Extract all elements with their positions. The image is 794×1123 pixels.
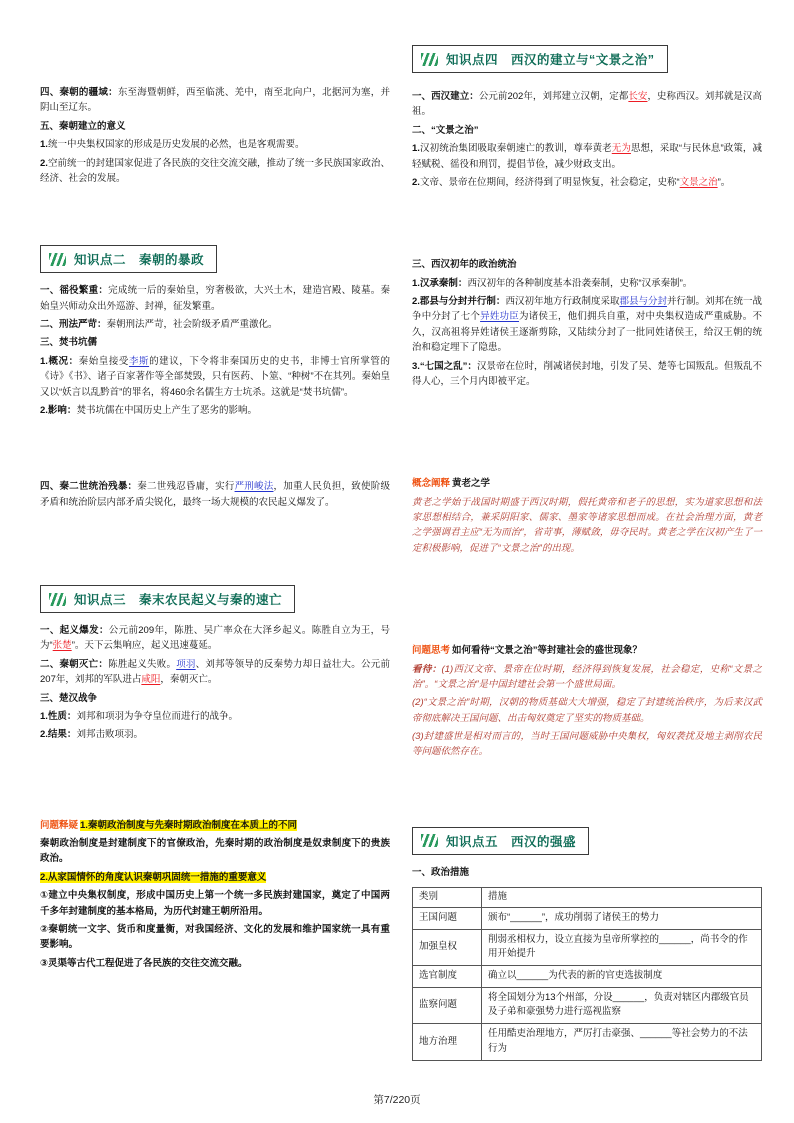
text-run: 四、秦二世统治残暴： — [40, 481, 138, 493]
think-answer-3 — [412, 729, 762, 760]
measure-cell: 将全国划分为13个州部，分设______，负责对辖区内郡级官员及子弟和豪强势力进行巡视监察 — [482, 987, 762, 1023]
text-run: 完成统一后的秦始皇，穷奢极欲，大兴土木，建造宫殿、陵墓。秦始皇兴师动众出外巡游、封禅，征发繁重。 — [40, 285, 390, 312]
text-run: 1. — [40, 139, 48, 151]
key-term-blue: 郡县与分封 — [619, 296, 667, 307]
paragraph-burn-books-heading — [40, 335, 390, 350]
paragraph-harsh-law — [40, 317, 390, 332]
think-answer-2 — [412, 695, 762, 726]
paragraph-uprising — [40, 623, 390, 654]
text-run: 五、秦朝建立的意义 — [40, 120, 126, 132]
text-run: 西汉初年的各种制度基本沿袭秦制，史称“汉承秦制”。 — [467, 277, 693, 289]
column-header-measure: 措施 — [482, 888, 762, 908]
section-header-kp2 — [40, 245, 217, 273]
question-explain-q2 — [40, 870, 390, 885]
text-run: 秦朝政治制度是封建制度下的官僚政治，先秦时期的政治制度是奴隶制度下的贵族政治。 — [40, 838, 390, 865]
paragraph-wenjing-1 — [412, 141, 762, 172]
key-term-red: 长安 — [628, 91, 648, 102]
table-row — [413, 1024, 762, 1060]
question-explain-q1 — [40, 818, 390, 833]
left-column — [40, 45, 390, 1061]
text-run: ，秦朝灭亡。 — [160, 674, 218, 686]
paragraph-significance-2 — [40, 156, 390, 187]
section-title: 知识点二 秦朝的暴政 — [74, 253, 205, 268]
text-run: ②秦朝统一文字、货币和度量衡，对我国经济、文化的发展和维护国家统一具有重要影响。 — [40, 923, 390, 951]
key-term-blue: 项羽 — [176, 658, 196, 670]
table-row — [413, 966, 762, 988]
concept-heading — [412, 476, 762, 491]
text-run: 统一中央集权国家的形成是历史发展的必然，也是客观需要。 — [47, 139, 305, 151]
question-explain-a2-point1 — [40, 888, 390, 919]
text-run: 汉初统治集团吸取秦朝速亡的教训，尊奉黄老 — [419, 143, 612, 155]
text-run: 空前统一的封建国家促进了各民族的交往交流交融，推动了统一多民族国家政治、经济、社会的发展。 — [40, 157, 390, 184]
think-question — [412, 643, 762, 658]
text-run: 四、秦朝的疆域： — [40, 87, 118, 98]
paragraph-qin-er-shi — [40, 479, 390, 510]
text-run: 3.“七国之乱”： — [412, 360, 477, 372]
paragraph-wenjing-2 — [412, 175, 762, 190]
text-run: 1. — [412, 143, 420, 155]
measure-cell: 削弱丞相权力，设立直接为皇帝所掌控的______，尚书令的作用开始提升 — [482, 929, 762, 965]
paragraph-han-founding — [412, 89, 762, 120]
text-run: 看待： — [412, 663, 442, 675]
measure-cell: 颁布“______”，成功削弱了诸侯王的势力 — [482, 907, 762, 929]
text-run: 西汉初年地方行政制度采取 — [505, 296, 620, 307]
paragraph-seven-states-rebellion — [412, 359, 762, 390]
text-run: (2)“文景之治”时期，汉朝的物质基础大大增强，稳定了封建统治秩序，为后来汉武帝彻底解决王国问题、出击匈奴奠定了坚实的物质基础。 — [412, 697, 762, 724]
text-run: 的建议，下令将非秦国历史的史书，非博士官所掌管的《诗》《书》、诸子百家著作等全部焚毁，只有医药、卜筮、“种树”不在其列。秦始皇又以“妖言以乱黔首”的罪名，将460余名儒生方士坑杀。这就是“焚书坑儒”。 — [40, 355, 390, 398]
text-run: 一、起义爆发： — [40, 625, 109, 636]
text-run: 为诸侯王，他们拥兵自重，对中央集权造成严重威胁。不久，汉高祖将异姓诸侯王逐渐剪除，又陆续分封了一批同姓诸侯王，给汉王朝的统治和稳定埋下了隐患。 — [412, 311, 762, 354]
paragraph-burn-books-overview — [40, 354, 390, 400]
paragraph-burn-books-impact — [40, 403, 390, 418]
text-run: 2.郡县与分封并行制： — [412, 296, 506, 307]
text-run: 焚书坑儒在中国历史上产生了恶劣的影响。 — [76, 404, 257, 416]
text-run: 秦始皇接受 — [78, 355, 129, 367]
text-run: ”。天下云集响应，起义迅速蔓延。 — [71, 640, 218, 652]
feature-label: 问题释疑 — [40, 819, 79, 831]
political-measures-table — [412, 887, 762, 1060]
highlighted-text: 2.从家国情怀的角度认识秦朝巩固统一措施的重要意义 — [40, 871, 267, 883]
stripes-icon — [49, 593, 66, 606]
text-run: 1.性质： — [40, 710, 77, 722]
table-row — [413, 907, 762, 929]
paragraph-wenjing-heading — [412, 123, 762, 138]
concept-body — [412, 495, 762, 557]
text-run: 公元前209年，陈胜、吴广率众在大泽乡起义。陈胜自立为王，号为“ — [40, 625, 390, 652]
text-run: 黄老之学 — [452, 478, 491, 490]
measure-cell: 确立以______为代表的新的官吏选拔制度 — [482, 966, 762, 988]
text-run: (3)封建盛世是相对而言的，当时王国问题威胁中央集权，匈奴袭扰及地主剥削农民等问题依然存在。 — [412, 731, 762, 758]
text-run: 刘邦和项羽为争夺皇位而进行的战争。 — [76, 710, 238, 722]
text-run: 汉景帝在位时，削减诸侯封地，引发了吴、楚等七国叛乱。但叛乱不得人心，三个月内即被平定。 — [412, 360, 762, 387]
text-run: 思想，采取“与民休息”政策，减轻赋税、徭役和刑罚，提倡节俭，减少财政支出。 — [412, 143, 762, 170]
text-run: ，史称西汉。刘邦就是汉高祖。 — [412, 91, 762, 118]
text-run: 2.结果： — [40, 729, 77, 741]
section-title: 知识点五 西汉的强盛 — [446, 834, 577, 849]
paragraph-war-result — [40, 727, 390, 742]
feature-label: 概念阐释 — [412, 478, 451, 490]
section-header-kp5 — [412, 827, 589, 855]
text-run: ，加重人民负担，致使阶级矛盾和统治阶层内部矛盾尖锐化，最终一场大规模的农民起义爆发了。 — [40, 481, 390, 508]
text-run: 2. — [412, 176, 420, 188]
text-run: 1.汉承秦制： — [412, 277, 468, 289]
text-run: 二、刑法严苛： — [40, 319, 107, 330]
text-run: 一、徭役繁重： — [40, 285, 109, 297]
text-run: 二、“文景之治” — [412, 124, 479, 136]
text-run: 东至海暨朝鲜，西至临洮、羌中，南至北向户，北据河为塞，并阴山至辽东。 — [40, 87, 390, 114]
text-run: ③灵渠等古代工程促进了各民族的交往交流交融。 — [40, 957, 248, 969]
text-run: 秦二世残忍昏庸，实行 — [137, 481, 235, 493]
paragraph-qin-fall — [40, 657, 390, 688]
right-column — [412, 45, 762, 1061]
category-cell: 选官制度 — [413, 966, 482, 988]
section-header-kp4 — [412, 45, 668, 73]
question-explain-a2-point3 — [40, 956, 390, 971]
text-run: 2.影响： — [40, 404, 77, 416]
text-run: (1)西汉文帝、景帝在位时期，经济得到恢复发展，社会稳定，史称“文景之治”。“文景之治”是中国封建社会第一个盛世局面。 — [412, 663, 762, 690]
text-run: ①建立中央集权制度，形成中国历史上第一个统一多民族封建国家，奠定了中国两千多年封建制度的基本格局，为历代封建王朝所沿用。 — [40, 890, 390, 917]
text-run: 如何看待“文景之治”等封建社会的盛世现象？ — [452, 645, 643, 657]
key-term-red: 文景之治 — [679, 176, 718, 188]
text-run: 一、政治措施 — [412, 866, 470, 878]
text-run: 秦朝刑法严苛，社会阶级矛盾严重激化。 — [106, 319, 278, 330]
paragraph-junxian-fenfeng — [412, 294, 762, 356]
text-run: 三、西汉初年的政治统治 — [412, 259, 517, 271]
text-run: 二、秦朝灭亡： — [40, 658, 109, 670]
text-run: 文帝、景帝在位期间，经济得到了明显恢复，社会稳定，史称“ — [419, 176, 680, 188]
paragraph-war-nature — [40, 709, 390, 724]
section-header-kp3 — [40, 585, 295, 613]
category-cell: 王国问题 — [413, 907, 482, 929]
text-run: 刘邦击败项羽。 — [76, 729, 143, 741]
measure-cell: 任用酷吏治理地方，严厉打击豪强、______等社会势力的不法行为 — [482, 1024, 762, 1060]
category-cell: 地方治理 — [413, 1024, 482, 1060]
table-row — [413, 987, 762, 1023]
key-term-blue: 严刑峻法 — [234, 481, 274, 493]
key-term-red: 无为 — [611, 143, 631, 155]
think-answer-1 — [412, 662, 762, 693]
category-cell: 加强皇权 — [413, 929, 482, 965]
section-title: 知识点四 西汉的建立与“文景之治” — [446, 53, 655, 67]
text-run: 一、西汉建立： — [412, 91, 479, 102]
key-term-blue: 李斯 — [128, 355, 150, 367]
question-explain-a2-point2 — [40, 922, 390, 953]
text-run: 并行制。刘邦在统一战争中分封了七个 — [412, 296, 762, 323]
stripes-icon — [49, 253, 66, 266]
page-number: 第7/220页 — [373, 1094, 421, 1106]
text-run: 黄老之学始于战国时期盛于西汉时期，假托黄帝和老子的思想，实为道家思想和法家思想相结合，兼采阴阳家、儒家、墨家等诸家思想而成。在社会治理方面，黄老之学强调君主应“无为而治”，省苛事，薄赋敛，毋夺民时。黄老之学在汉初产生了一定积极影响，促进了“文景之治”的出现。 — [412, 496, 762, 554]
question-explain-a1 — [40, 836, 390, 867]
text-run: 三、焚书坑儒 — [40, 337, 98, 349]
key-term-red: 张楚 — [52, 640, 72, 652]
feature-label: 问题思考 — [412, 645, 451, 657]
section-title: 知识点三 秦末农民起义与秦的速亡 — [74, 593, 283, 607]
paragraph-political-measures-heading — [412, 865, 762, 880]
paragraph-territory — [40, 85, 390, 116]
text-run: 三、楚汉战争 — [40, 692, 98, 704]
text-run: ”。 — [717, 176, 731, 188]
key-term-red: 咸阳 — [141, 674, 161, 686]
key-term-blue: 异姓功臣 — [480, 311, 520, 323]
text-run: 、刘邦等领导的反秦势力却日益壮大。公元前207年，刘邦的军队进占 — [40, 658, 390, 686]
paragraph-early-han-heading — [412, 257, 762, 272]
table-header-row — [413, 888, 762, 908]
paragraph-han-inherits-qin — [412, 276, 762, 291]
text-run: 2. — [40, 157, 48, 169]
stripes-icon — [421, 53, 438, 66]
text-run: 1.概况： — [40, 355, 79, 367]
highlighted-text: 1.秦朝政治制度与先秦时期政治制度在本质上的不同 — [80, 819, 297, 831]
text-run: 陈胜起义失败。 — [108, 658, 177, 670]
column-header-category: 类别 — [413, 888, 482, 908]
stripes-icon — [421, 834, 438, 847]
paragraph-chu-han-war-heading — [40, 691, 390, 706]
paragraph-corvee — [40, 283, 390, 314]
paragraph-significance-1 — [40, 137, 390, 152]
table-row — [413, 929, 762, 965]
category-cell: 监察问题 — [413, 987, 482, 1023]
text-run: 公元前202年，刘邦建立汉朝，定都 — [478, 91, 629, 102]
paragraph-founding-significance-heading — [40, 119, 390, 134]
